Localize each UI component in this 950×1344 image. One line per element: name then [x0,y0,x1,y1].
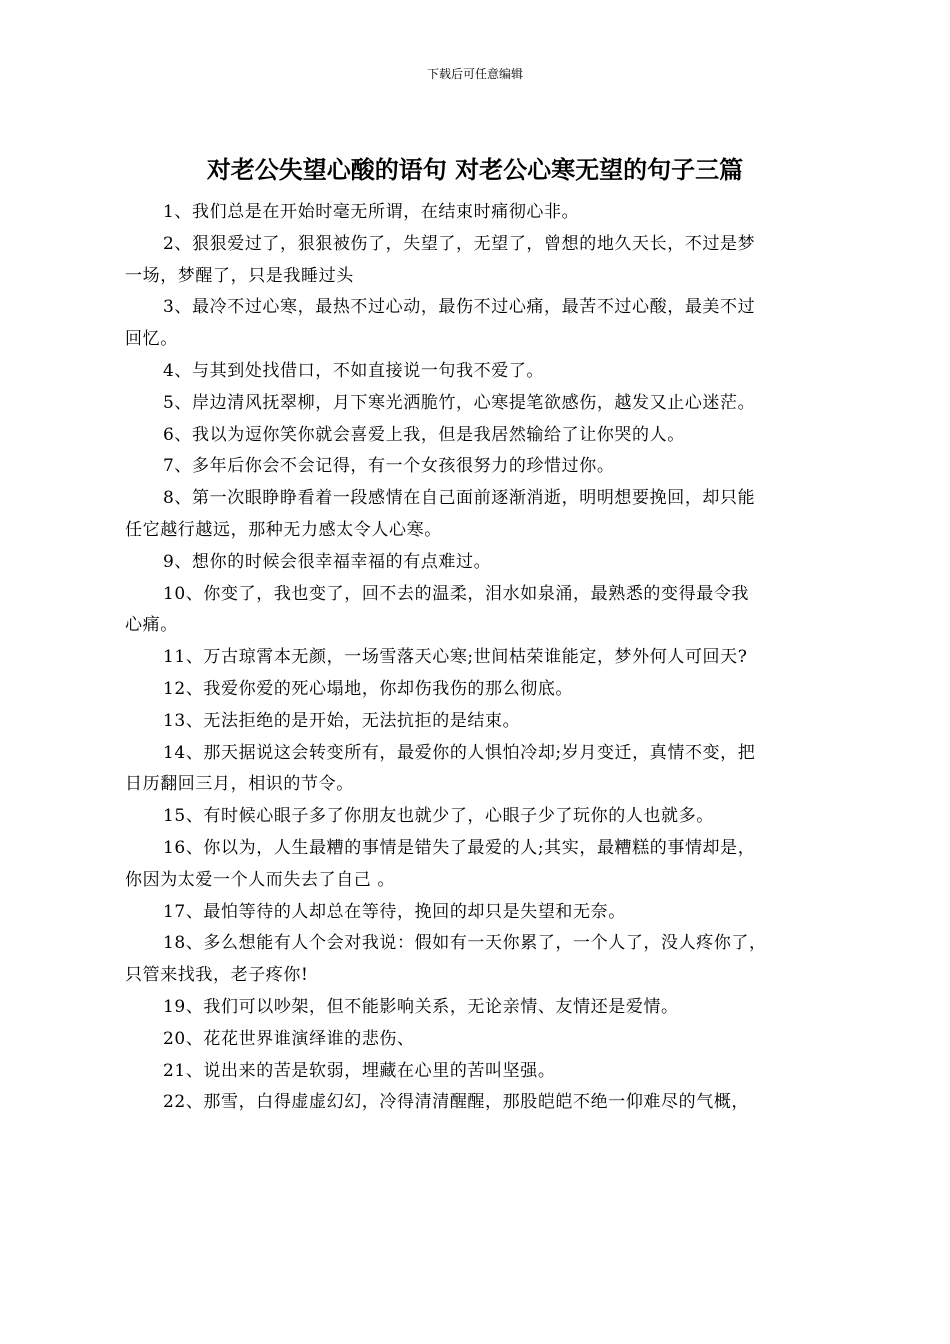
paragraph-line: 16、你以为，人生最糟的事情是错失了最爱的人;其实，最糟糕的事情却是， [163,837,756,858]
document-body [125,197,820,1119]
paragraph-line: 20、花花世界谁演绎谁的悲伤、 [163,1028,415,1049]
paragraph-line: 任它越行越远，那种无力感太令人心寒。 [125,519,442,540]
paragraph-line: 19、我们可以吵架，但不能影响关系，无论亲情、友情还是爱情。 [163,996,679,1017]
paragraph-line: 6、我以为逗你笑你就会喜爱上我，但是我居然输给了让你哭的人。 [163,424,685,445]
paragraph-line: 11、万古琼霄本无颜，一场雪落天心寒;世间枯荣谁能定，梦外何人可回天? [163,647,748,668]
paragraph-line: 一场，梦醒了，只是我睡过头 [125,265,354,286]
paragraph-line: 4、与其到处找借口，不如直接说一句我不爱了。 [163,360,545,381]
paragraph-1 [144,197,820,229]
paragraph-9 [144,547,820,579]
paragraph-line: 只管来找我，老子疼你! [125,965,309,986]
paragraph-line: 12、我爱你爱的死心塌地，你却伤我伤的那么彻底。 [163,678,574,699]
paragraph-line: 7、多年后你会不会记得，有一个女孩很努力的珍惜过你。 [163,456,615,477]
paragraph-line: 2、狠狠爱过了，狠狠被伤了，失望了，无望了，曾想的地久天长，不过是梦 [163,233,756,254]
paragraph-line: 9、想你的时候会很幸福幸福的有点难过。 [163,551,492,572]
paragraph-4 [144,356,820,388]
paragraph-line: 8、第一次眼睁睁看着一段感情在自己面前逐渐消逝，明明想要挽回，却只能 [163,488,756,509]
paragraph-8 [125,483,820,547]
paragraph-5 [144,388,820,420]
paragraph-line: 你因为太爱一个人而失去了自己 。 [125,869,396,890]
paragraph-18 [125,928,820,992]
paragraph-17 [144,897,820,929]
paragraph-line: 18、多么想能有人个会对我说：假如有一天你累了，一个人了，没人疼你了， [163,933,767,954]
paragraph-6 [144,420,820,452]
paragraph-line: 15、有时候心眼子多了你朋友也就少了，心眼子少了玩你的人也就多。 [163,806,714,827]
paragraph-line: 10、你变了，我也变了，回不去的温柔，泪水如泉涌，最熟悉的变得最令我 [163,583,750,604]
header-note: 下载后可任意编辑 [426,67,523,81]
paragraph-15 [144,801,820,833]
paragraph-14 [125,738,820,802]
paragraph-line: 心痛。 [125,615,178,636]
paragraph-line: 13、无法拒绝的是开始，无法抗拒的是结束。 [163,710,521,731]
document-title: 对老公失望心酸的语句 对老公心寒无望的句子三篇 [206,155,744,184]
paragraph-line: 5、岸边清风抚翠柳，月下寒光洒脆竹，心寒提笔欲感伤，越发又止心迷茫。 [163,392,756,413]
paragraph-22 [144,1087,820,1119]
paragraph-19 [144,992,820,1024]
paragraph-line: 回忆。 [125,329,178,350]
paragraph-line: 17、最怕等待的人却总在等待，挽回的却只是失望和无奈。 [163,901,626,922]
paragraph-line: 22、那雪，白得虚虚幻幻，冷得清清醒醒，那股皑皑不绝一仰难尽的气概， [163,1092,750,1113]
paragraph-line: 3、最冷不过心寒，最热不过心动，最伤不过心痛，最苦不过心酸，最美不过 [163,297,756,318]
paragraph-11 [144,642,820,674]
paragraph-7 [144,451,820,483]
paragraph-line: 日历翻回三月，相识的节令。 [125,774,354,795]
paragraph-2 [125,229,820,293]
paragraph-20 [144,1024,820,1056]
paragraph-line: 1、我们总是在开始时毫无所谓，在结束时痛彻心非。 [163,202,580,222]
paragraph-10 [125,579,820,643]
paragraph-3 [125,292,820,356]
paragraph-line: 14、那天据说这会转变所有，最爱你的人惧怕冷却;岁月变迁，真情不变，把 [163,742,756,763]
paragraph-16 [125,833,820,897]
paragraph-12 [144,674,820,706]
paragraph-line: 21、说出来的苦是软弱，埋藏在心里的苦叫坚强。 [163,1060,556,1081]
paragraph-21 [144,1056,820,1088]
paragraph-13 [144,706,820,738]
